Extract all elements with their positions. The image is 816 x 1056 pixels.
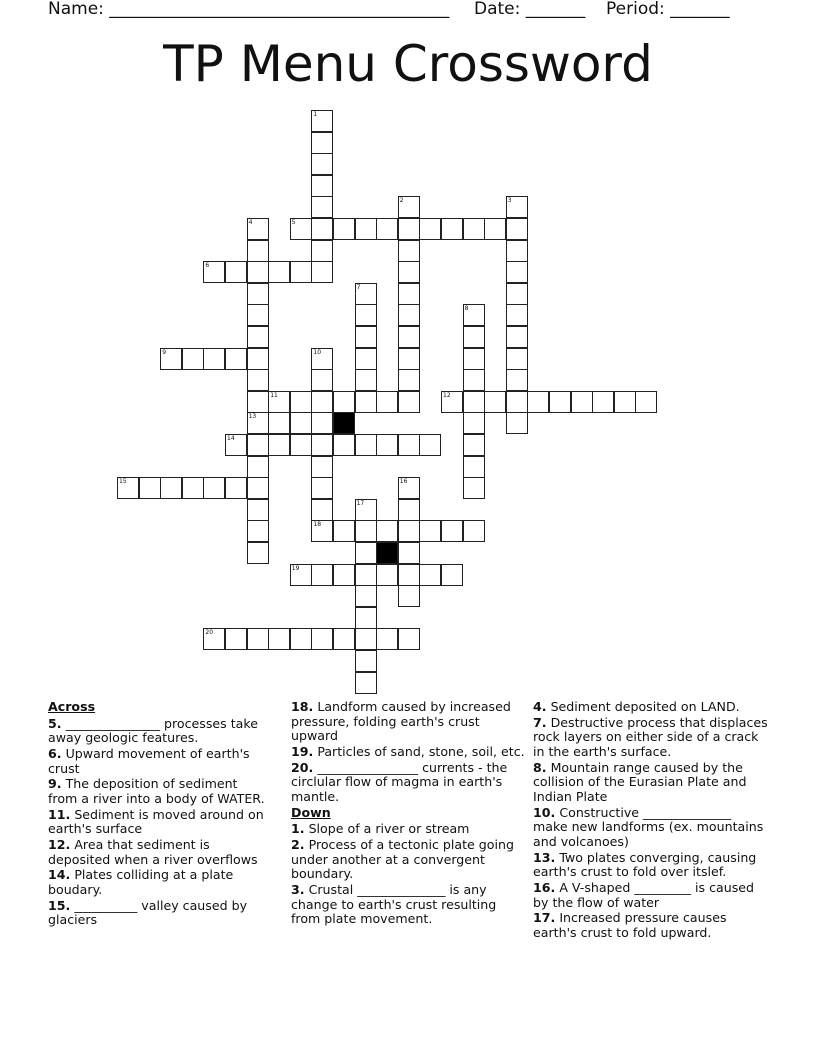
grid-cell[interactable] [247, 477, 269, 499]
clue-text: Sediment is moved around on earth's surface [48, 806, 264, 837]
clue-text: Plates colliding at a plate boudary. [48, 867, 234, 898]
grid-cell[interactable] [484, 391, 506, 413]
grid-cell[interactable] [290, 564, 312, 586]
clue-text: Slope of a river or stream [304, 821, 470, 837]
down-clue [533, 911, 769, 940]
grid-cell[interactable] [333, 391, 355, 413]
grid-cell[interactable] [484, 218, 506, 240]
grid-cell[interactable] [247, 520, 269, 542]
clues-column-1 [48, 700, 270, 929]
grid-cell[interactable] [247, 218, 269, 240]
clue-number-label: 4 [248, 219, 253, 226]
across-clue-list-2 [291, 700, 527, 805]
grid-cell[interactable] [203, 261, 225, 283]
black-square [376, 542, 398, 564]
grid-cell[interactable] [247, 348, 269, 370]
grid-cell[interactable] [247, 304, 269, 326]
grid-cell[interactable] [419, 218, 441, 240]
clue-number-label: 6 [205, 262, 210, 270]
grid-cell[interactable] [247, 412, 269, 434]
grid-cell[interactable] [398, 434, 420, 456]
clue-number: 20. [291, 759, 314, 775]
grid-cell[interactable] [247, 261, 269, 283]
grid-cell[interactable] [311, 218, 333, 240]
grid-cell[interactable] [247, 456, 269, 478]
grid-cell[interactable] [376, 520, 398, 542]
grid-cell[interactable] [398, 564, 420, 586]
grid-cell[interactable] [225, 477, 247, 499]
grid-cell[interactable] [441, 564, 463, 586]
grid-cell[interactable] [355, 499, 377, 521]
grid-cell[interactable] [311, 412, 333, 434]
grid-cell[interactable] [290, 391, 312, 413]
grid-cell[interactable] [398, 196, 420, 218]
grid-cell[interactable] [333, 218, 355, 240]
clue-number: 5. [48, 715, 62, 731]
grid-cell[interactable] [333, 434, 355, 456]
across-clue-list-1 [48, 717, 270, 928]
grid-cell[interactable] [311, 434, 333, 456]
grid-cell[interactable] [182, 348, 204, 370]
grid-cell[interactable] [311, 240, 333, 262]
grid-cell[interactable] [247, 499, 269, 521]
clue-number: 18. [291, 699, 314, 714]
clue-number-label: 8 [464, 305, 469, 313]
clue-text: Landform caused by increased pressure, folding earth's crust upward [291, 699, 511, 744]
grid-cell[interactable] [333, 628, 355, 650]
page-title: TP Menu Crossword [163, 35, 653, 93]
grid-cell[interactable] [247, 240, 269, 262]
clue-number-label: 14 [227, 435, 235, 442]
across-clue [48, 777, 270, 806]
clue-number-label: 11 [270, 391, 278, 399]
grid-cell[interactable] [311, 348, 333, 370]
clue-number-label: 9 [162, 348, 167, 356]
grid-cell[interactable] [398, 218, 420, 240]
grid-cell[interactable] [398, 304, 420, 326]
grid-cell[interactable] [441, 218, 463, 240]
grid-cell[interactable] [355, 304, 377, 326]
grid-cell[interactable] [311, 369, 333, 391]
grid-cell[interactable] [355, 326, 377, 348]
grid-cell[interactable] [268, 434, 290, 456]
clue-number: 4. [533, 699, 547, 714]
grid-cell[interactable] [549, 391, 571, 413]
grid-cell[interactable] [268, 261, 290, 283]
grid-cell[interactable] [355, 391, 377, 413]
down-clue [533, 881, 769, 910]
grid-cell[interactable] [463, 412, 485, 434]
grid-cell[interactable] [376, 391, 398, 413]
grid-cell[interactable] [506, 391, 528, 413]
grid-cell[interactable] [247, 391, 269, 413]
grid-cell[interactable] [311, 564, 333, 586]
grid-cell[interactable] [355, 542, 377, 564]
grid-cell[interactable] [311, 391, 333, 413]
grid-cell[interactable] [311, 110, 333, 132]
grid-cell[interactable] [592, 391, 614, 413]
grid-cell[interactable] [463, 326, 485, 348]
grid-cell[interactable] [355, 564, 377, 586]
across-clue [291, 745, 527, 760]
clue-number: 15. [48, 897, 71, 913]
clue-number: 7. [533, 714, 547, 730]
clue-text: __________ valley caused by glaciers [48, 897, 248, 928]
clue-text: Constructive ______________ make new landforms (ex. mountains and volcanoes) [533, 804, 764, 849]
clue-number-label: 1 [313, 111, 318, 118]
grid-cell[interactable] [355, 585, 377, 607]
clue-text: Particles of sand, stone, soil, etc. [313, 743, 525, 759]
across-clue [48, 808, 270, 837]
grid-cell[interactable] [225, 628, 247, 650]
down-clue-list-1 [291, 822, 527, 927]
across-clue [48, 747, 270, 776]
grid-cell[interactable] [311, 196, 333, 218]
clue-text: ________________ currents - the circlular flow of magma in earth's mantle. [291, 759, 508, 804]
down-clue [291, 822, 527, 837]
grid-cell[interactable] [527, 391, 549, 413]
grid-cell[interactable] [290, 261, 312, 283]
black-square [333, 412, 355, 434]
grid-cell[interactable] [311, 477, 333, 499]
grid-cell[interactable] [506, 369, 528, 391]
down-heading: Down [291, 804, 331, 820]
clue-number: 1. [291, 821, 305, 837]
grid-cell[interactable] [376, 628, 398, 650]
clue-text: Two plates converging, causing earth's crust to fold over itslef. [533, 849, 757, 880]
grid-cell[interactable] [506, 196, 528, 218]
clue-number: 2. [291, 837, 305, 853]
grid-cell[interactable] [203, 628, 225, 650]
clue-text: _______________ processes take away geologic features. [48, 715, 258, 746]
clue-number-label: 3 [507, 197, 512, 205]
clue-number: 10. [533, 804, 556, 820]
grid-cell[interactable] [376, 218, 398, 240]
grid-cell[interactable] [311, 261, 333, 283]
grid-cell[interactable] [571, 391, 593, 413]
clues-column-3 [533, 700, 769, 942]
grid-cell[interactable] [247, 542, 269, 564]
grid-cell[interactable] [117, 477, 139, 499]
grid-cell[interactable] [398, 261, 420, 283]
grid-cell[interactable] [290, 434, 312, 456]
grid-cell[interactable] [463, 434, 485, 456]
clue-number-label: 18 [313, 521, 322, 529]
clue-number-label: 13 [248, 413, 257, 421]
grid-cell[interactable] [290, 218, 312, 240]
grid-cell[interactable] [355, 520, 377, 542]
grid-cell[interactable] [355, 348, 377, 370]
clue-number: 13. [533, 849, 556, 865]
clue-number: 16. [533, 880, 556, 896]
grid-cell[interactable] [506, 326, 528, 348]
clue-text: Sediment deposited on LAND. [546, 699, 740, 714]
grid-cell[interactable] [355, 607, 377, 629]
grid-cell[interactable] [268, 412, 290, 434]
date-field: Date: _______ [474, 0, 586, 19]
grid-cell[interactable] [355, 283, 377, 305]
grid-cell[interactable] [463, 391, 485, 413]
clue-number-label: 5 [291, 219, 296, 226]
grid-cell[interactable] [398, 542, 420, 564]
clue-text: Area that sediment is deposited when a river overflows [48, 837, 258, 867]
grid-cell[interactable] [268, 391, 290, 413]
clue-text: A V-shaped _________ is caused by the flow of water [533, 880, 755, 910]
grid-cell[interactable] [225, 434, 247, 456]
clue-text: Mountain range caused by the collision of the Eurasian Plate and Indian Plate [533, 759, 747, 804]
across-heading: Across [48, 699, 96, 714]
grid-cell[interactable] [247, 628, 269, 650]
grid-cell[interactable] [311, 132, 333, 154]
grid-cell[interactable] [441, 520, 463, 542]
grid-cell[interactable] [355, 650, 377, 672]
grid-cell[interactable] [376, 434, 398, 456]
clue-number: 14. [48, 867, 71, 883]
grid-cell[interactable] [247, 326, 269, 348]
clue-number: 6. [48, 745, 62, 761]
grid-cell[interactable] [247, 283, 269, 305]
clue-number: 19. [291, 743, 314, 759]
clue-text: Crustal ______________ is any change to earth's crust resulting from plate movement. [291, 882, 497, 927]
clue-text: Destructive process that displaces rock layers on either side of a crack in the earth's surface. [533, 714, 768, 759]
grid-cell[interactable] [506, 240, 528, 262]
grid-cell[interactable] [463, 348, 485, 370]
grid-cell[interactable] [398, 369, 420, 391]
down-clue [533, 716, 769, 760]
down-clue [291, 838, 527, 882]
clue-number-label: 17 [356, 499, 365, 507]
grid-cell[interactable] [419, 434, 441, 456]
down-clue [291, 883, 527, 927]
clue-number-label: 7 [356, 283, 361, 291]
grid-cell[interactable] [311, 628, 333, 650]
grid-cell[interactable] [333, 564, 355, 586]
down-clue [533, 700, 769, 715]
grid-cell[interactable] [355, 672, 377, 694]
clue-number: 9. [48, 776, 62, 792]
grid-cell[interactable] [463, 369, 485, 391]
across-clue [48, 899, 270, 928]
down-clue [533, 851, 769, 880]
grid-cell[interactable] [506, 261, 528, 283]
clues-column-2 [291, 700, 527, 928]
clue-number: 8. [533, 759, 547, 775]
grid-cell[interactable] [398, 520, 420, 542]
clue-number-label: 16 [399, 478, 408, 486]
grid-cell[interactable] [355, 218, 377, 240]
grid-cell[interactable] [160, 348, 182, 370]
clue-number: 12. [48, 837, 71, 853]
down-clue-list-2 [533, 700, 769, 941]
clue-number: 17. [533, 910, 556, 926]
grid-cell[interactable] [506, 304, 528, 326]
grid-cell[interactable] [290, 412, 312, 434]
clue-text: Process of a tectonic plate going under another at a convergent boundary. [291, 837, 514, 882]
grid-cell[interactable] [203, 348, 225, 370]
down-clue [533, 806, 769, 850]
clue-number: 3. [291, 882, 305, 898]
grid-cell[interactable] [160, 477, 182, 499]
grid-cell[interactable] [463, 456, 485, 478]
grid-cell[interactable] [398, 477, 420, 499]
across-clue [48, 838, 270, 867]
grid-cell[interactable] [506, 218, 528, 240]
grid-cell[interactable] [311, 153, 333, 175]
grid-cell[interactable] [311, 499, 333, 521]
period-field: Period: _______ [606, 0, 730, 19]
grid-cell[interactable] [398, 585, 420, 607]
clue-text: Increased pressure causes earth's crust to fold upward. [533, 910, 727, 941]
across-clue [291, 700, 527, 744]
name-field: Name: ________________________________________ [48, 0, 450, 19]
clue-number-label: 12 [443, 391, 451, 399]
grid-cell[interactable] [463, 304, 485, 326]
grid-cell[interactable] [441, 391, 463, 413]
grid-cell[interactable] [247, 434, 269, 456]
grid-cell[interactable] [398, 348, 420, 370]
grid-cell[interactable] [398, 326, 420, 348]
grid-cell[interactable] [463, 477, 485, 499]
grid-cell[interactable] [268, 628, 290, 650]
clue-number-label: 15 [119, 478, 127, 486]
grid-cell[interactable] [333, 520, 355, 542]
grid-cell[interactable] [182, 477, 204, 499]
grid-cell[interactable] [311, 456, 333, 478]
grid-cell[interactable] [419, 520, 441, 542]
down-clue [533, 761, 769, 805]
grid-cell[interactable] [506, 412, 528, 434]
across-clue [48, 717, 270, 746]
clue-text: Upward movement of earth's crust [48, 745, 250, 776]
grid-cell[interactable] [355, 369, 377, 391]
grid-cell[interactable] [419, 564, 441, 586]
grid-cell[interactable] [398, 628, 420, 650]
grid-cell[interactable] [203, 477, 225, 499]
grid-cell[interactable] [506, 283, 528, 305]
grid-cell[interactable] [635, 391, 657, 413]
across-clue [48, 868, 270, 897]
grid-cell[interactable] [398, 499, 420, 521]
clue-text: The deposition of sediment from a river into a body of WATER. [48, 776, 265, 806]
grid-cell[interactable] [311, 175, 333, 197]
grid-cell[interactable] [225, 261, 247, 283]
grid-cell[interactable] [290, 628, 312, 650]
grid-cell[interactable] [614, 391, 636, 413]
clue-number: 11. [48, 806, 71, 822]
across-clue [291, 761, 527, 805]
grid-cell[interactable] [355, 434, 377, 456]
clue-number-label: 20 [205, 629, 214, 637]
grid-cell[interactable] [398, 240, 420, 262]
clue-number-label: 19 [291, 564, 300, 572]
grid-cell[interactable] [463, 520, 485, 542]
grid-cell[interactable] [376, 564, 398, 586]
clue-number-label: 2 [399, 197, 404, 205]
grid-cell[interactable] [139, 477, 161, 499]
grid-cell[interactable] [355, 628, 377, 650]
grid-cell[interactable] [398, 283, 420, 305]
grid-cell[interactable] [506, 348, 528, 370]
grid-cell[interactable] [398, 391, 420, 413]
clue-number-label: 10 [313, 348, 322, 356]
grid-cell[interactable] [225, 348, 247, 370]
grid-cell[interactable] [311, 520, 333, 542]
grid-cell[interactable] [247, 369, 269, 391]
grid-cell[interactable] [463, 218, 485, 240]
